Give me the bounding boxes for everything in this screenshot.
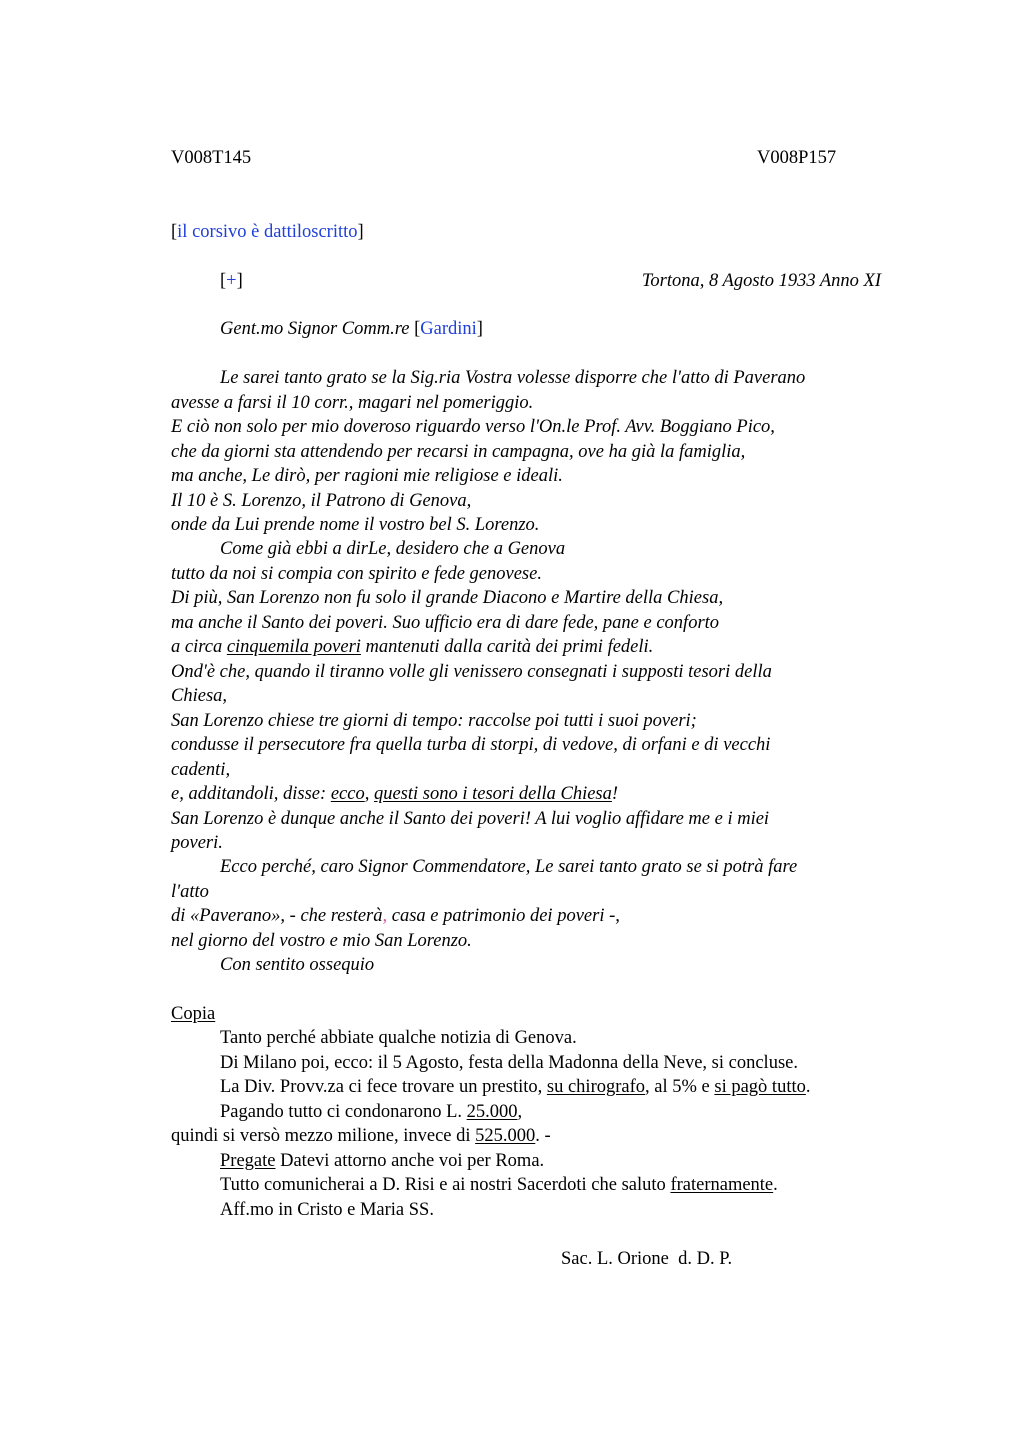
letter-line: Con sentito ossequio bbox=[220, 955, 375, 975]
letter-line: Come già ebbi a dirLe, desidero che a Genova bbox=[220, 539, 566, 559]
letter-line: Di più, San Lorenzo non fu solo il grande Diacono e Martire della Chiesa, bbox=[171, 588, 724, 608]
letter-line: Chiesa, bbox=[171, 686, 228, 706]
copy-segment: . - bbox=[535, 1126, 551, 1146]
underlined-phrase: su chirografo bbox=[546, 1077, 646, 1097]
letter-line: Le sarei tanto grato se la Sig.ria Vostra volesse disporre che l'atto di Paverano bbox=[220, 368, 806, 388]
letter-line: l'atto bbox=[171, 882, 209, 902]
underlined-amount: 25.000 bbox=[466, 1102, 518, 1122]
letter-segment: a circa bbox=[171, 637, 227, 657]
letter-segment: casa e patrimonio dei poveri -, bbox=[387, 906, 620, 926]
copy-line bbox=[220, 1075, 810, 1099]
letter-segment-marked: , bbox=[382, 906, 388, 926]
doc-id-right: V008P157 bbox=[757, 148, 837, 168]
copy-segment: La Div. Provv.za ci fece trovare un prestito, bbox=[220, 1077, 547, 1097]
underlined-amount: 525.000 bbox=[475, 1126, 536, 1146]
letter-line bbox=[171, 635, 653, 659]
copy-segment: Tutto comunicherai a D. Risi e ai nostri Sacerdoti che saluto bbox=[220, 1175, 671, 1195]
salutation-text: Gent.mo Signor Comm.re bbox=[220, 319, 415, 339]
cross-marker: [+] bbox=[220, 271, 243, 291]
copy-line bbox=[220, 1149, 544, 1173]
letter-line: ma anche, Le dirò, per ragioni mie religiose e ideali. bbox=[171, 466, 563, 486]
letter-line: San Lorenzo chiese tre giorni di tempo: raccolse poi tutti i suoi poveri; bbox=[171, 711, 697, 731]
editorial-note-text: il corsivo è dattiloscritto bbox=[177, 222, 358, 242]
copy-line: Tanto perché abbiate qualche notizia di Genova. bbox=[220, 1028, 577, 1048]
letter-segment: , bbox=[364, 784, 374, 804]
copy-segment: Datevi attorno anche voi per Roma. bbox=[275, 1151, 545, 1171]
copy-segment: quindi si versò mezzo milione, invece di bbox=[171, 1126, 476, 1146]
copy-line: Aff.mo in Cristo e Maria SS. bbox=[220, 1200, 434, 1220]
recipient-name: Gardini bbox=[420, 319, 477, 339]
underlined-phrase: si pagò tutto bbox=[714, 1077, 806, 1097]
copy-heading bbox=[171, 1002, 215, 1026]
editorial-note: [il corsivo è dattiloscritto] bbox=[171, 222, 364, 242]
salutation: Gent.mo Signor Comm.re [Gardini] bbox=[220, 319, 483, 339]
doc-id-left: V008T145 bbox=[171, 148, 252, 168]
copy-line bbox=[220, 1100, 522, 1124]
letter-line: Ecco perché, caro Signor Commendatore, Le sarei tanto grato se si potrà fare bbox=[220, 857, 798, 877]
underlined-phrase: questi sono i tesori della Chiesa bbox=[373, 784, 612, 804]
letter-line: ma anche il Santo dei poveri. Suo ufficio era di dare fede, pane e conforto bbox=[171, 613, 720, 633]
signature: Sac. L. Orione d. D. P. bbox=[561, 1249, 733, 1269]
letter-segment: e, additandoli, disse: bbox=[171, 784, 331, 804]
copy-segment: , bbox=[517, 1102, 523, 1122]
letter-line: cadenti, bbox=[171, 760, 231, 780]
letter-segment: di «Paverano», - che resterà bbox=[171, 906, 383, 926]
letter-line: onde da Lui prende nome il vostro bel S. Lorenzo. bbox=[171, 515, 540, 535]
letter-line: E ciò non solo per mio doveroso riguardo verso l'On.le Prof. Avv. Boggiano Pico, bbox=[171, 417, 775, 437]
cross-marker-symbol: + bbox=[226, 271, 237, 291]
letter-line: San Lorenzo è dunque anche il Santo dei poveri! A lui voglio affidare me e i miei bbox=[171, 809, 770, 829]
letter-segment: mantenuti dalla carità dei primi fedeli. bbox=[360, 637, 654, 657]
letter-line: Ond'è che, quando il tiranno volle gli venissero consegnati i supposti tesori della bbox=[171, 662, 772, 682]
letter-line: condusse il persecutore fra quella turba di storpi, di vedove, di orfani e di vecchi bbox=[171, 735, 771, 755]
letter-line: tutto da noi si compia con spirito e fede genovese. bbox=[171, 564, 542, 584]
letter-line: avesse a farsi il 10 corr., magari nel pomeriggio. bbox=[171, 393, 534, 413]
letter-line bbox=[171, 904, 620, 928]
copy-heading-text: Copia bbox=[171, 1004, 216, 1024]
letter-segment: ! bbox=[611, 784, 619, 804]
copy-segment: . bbox=[773, 1175, 778, 1195]
underlined-phrase: Pregate bbox=[220, 1151, 276, 1171]
underlined-phrase: fraternamente bbox=[670, 1175, 774, 1195]
letter-line: nel giorno del vostro e mio San Lorenzo. bbox=[171, 931, 472, 951]
letter-line: Il 10 è S. Lorenzo, il Patrono di Genova, bbox=[171, 491, 472, 511]
letter-line: poveri. bbox=[171, 833, 223, 853]
letter-line bbox=[171, 782, 618, 806]
letter-line: che da giorni sta attendendo per recarsi in campagna, ove ha già la famiglia, bbox=[171, 442, 746, 462]
copy-line bbox=[220, 1173, 778, 1197]
copy-segment: . bbox=[805, 1077, 811, 1097]
underlined-phrase: cinquemila poveri bbox=[226, 637, 361, 657]
copy-line bbox=[171, 1124, 551, 1148]
copy-segment: , al 5% e bbox=[645, 1077, 715, 1097]
copy-line: Di Milano poi, ecco: il 5 Agosto, festa della Madonna della Neve, si concluse. bbox=[220, 1053, 798, 1073]
dateline: Tortona, 8 Agosto 1933 Anno XI bbox=[641, 271, 881, 291]
copy-segment: Pagando tutto ci condonarono L. bbox=[220, 1102, 467, 1122]
underlined-phrase: ecco bbox=[330, 784, 365, 804]
